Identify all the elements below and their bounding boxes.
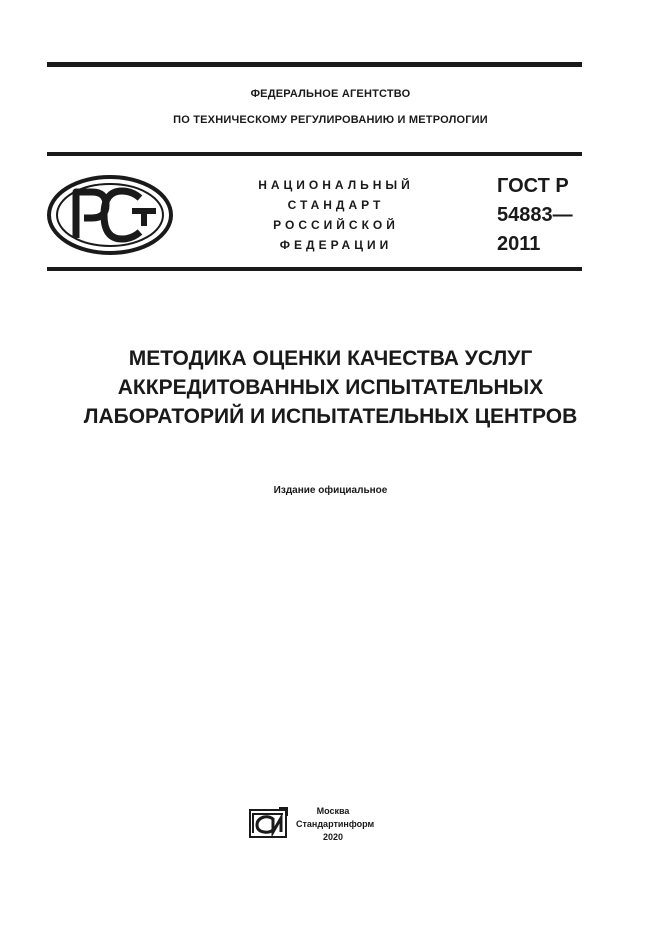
designation-line: 2011 bbox=[497, 233, 541, 255]
standard-type-line: НАЦИОНАЛЬНЫЙ bbox=[258, 178, 414, 192]
middle-rule bbox=[47, 152, 582, 156]
bottom-rule bbox=[47, 267, 582, 271]
publisher-imprint bbox=[296, 805, 375, 844]
publication-year: 2020 bbox=[322, 832, 344, 842]
designation-line: 54883— bbox=[497, 204, 573, 226]
title-line: ЛАБОРАТОРИЙ И ИСПЫТАТЕЛЬНЫХ ЦЕНТРОВ bbox=[83, 405, 578, 428]
standartinform-logo-icon bbox=[249, 806, 289, 838]
publisher-name: Стандартинформ bbox=[296, 819, 375, 829]
designation-line: ГОСТ Р bbox=[497, 175, 569, 197]
standard-type-label bbox=[236, 175, 436, 255]
edition-note: Издание официальное bbox=[273, 485, 388, 496]
standard-type-line: РОССИЙСКОЙ bbox=[273, 218, 399, 232]
title-line: АККРЕДИТОВАННЫХ ИСПЫТАТЕЛЬНЫХ bbox=[117, 376, 544, 399]
standard-type-line: СТАНДАРТ bbox=[287, 198, 385, 212]
publisher-city: Москва bbox=[316, 806, 350, 816]
standard-designation bbox=[497, 172, 597, 259]
top-rule bbox=[47, 62, 582, 67]
gost-r-certification-mark-icon bbox=[46, 174, 174, 256]
title-line: МЕТОДИКА ОЦЕНКИ КАЧЕСТВА УСЛУГ bbox=[128, 347, 533, 370]
standard-type-line: ФЕДЕРАЦИИ bbox=[279, 238, 393, 252]
document-title bbox=[0, 344, 661, 431]
agency-name-line-2: ПО ТЕХНИЧЕСКОМУ РЕГУЛИРОВАНИЮ И МЕТРОЛОГИИ bbox=[173, 114, 488, 126]
agency-name-line-1: ФЕДЕРАЛЬНОЕ АГЕНТСТВО bbox=[250, 88, 411, 100]
